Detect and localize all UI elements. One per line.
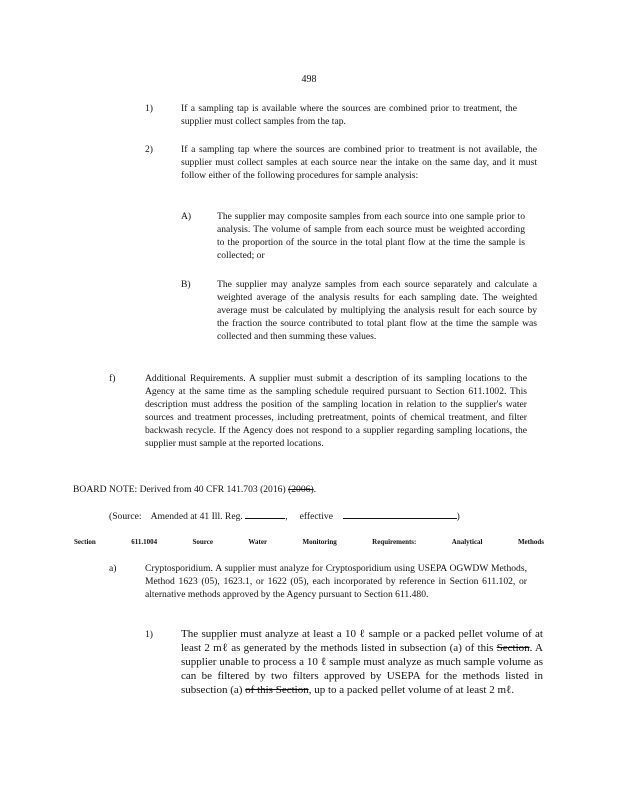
board-note-struck: (2006) [288, 484, 314, 495]
heading-word: 611.1004 [131, 538, 158, 546]
item-text [181, 627, 543, 697]
source-comma: , [285, 511, 288, 522]
struck-text: Section [496, 642, 530, 654]
source-open: (Source: [109, 511, 142, 522]
heading-word: Requirements: [372, 538, 417, 546]
board-note [73, 483, 473, 496]
item-text: Additional Requirements. A supplier must submit a description of its sampling locations to the Agency at the same time as the sampling schedule required pursuant to Section 611.1002. This description must address the position of the sampling location in relation to the supplier's water sources and treatment processes, including pretreatment, points of chemical treatment, and filter backwash recycle. If the Agency does not respond to a supplier regarding sampling locations, the supplier must sample at the reported locations. [145, 373, 527, 449]
heading-word: Analytical [451, 538, 483, 546]
item-marker: B) [181, 279, 191, 290]
heading-word: Methods [517, 538, 544, 546]
item-marker: 1) [145, 103, 153, 114]
heading-word: Source [192, 538, 213, 546]
source-close: ) [456, 511, 460, 522]
effective-blank [343, 509, 457, 519]
struck-text: of this Section [245, 684, 309, 696]
item-text: The supplier may composite samples from each source into one sample prior to analysis. The volume of sample from each source must be weighted according to the proportion of the source in the total plant flow at the time the sample is collected; or [217, 211, 525, 261]
heading-word: Water [248, 538, 268, 546]
item-marker: 1) [145, 629, 153, 640]
item-marker: f) [109, 373, 116, 384]
item-text: Cryptosporidium. A supplier must analyze for Cryptosporidium using USEPA OGWDW Methods, Method 1623 (05), 1623.1, or 1622 (05), each incorporated by reference in Section 611.102, or alternative methods approved by the Agency pursuant to Section 611.480. [145, 563, 527, 600]
text-part: The supplier must analyze at least a 10 ℓ sample or a packed pellet volume of at least 2 mℓ as generated by the methods listed in subsection (a) of this [181, 628, 543, 654]
board-note-text: BOARD NOTE: Derived from 40 CFR 141.703 (2016) [73, 484, 286, 495]
item-text: The supplier may analyze samples from each source separately and calculate a weighted average of the analysis results for each sampling date. The weighted average must be calculated by multiplying the analysis result for each source by the fraction the source contributed to total plant flow at the time the sample was collected and then summing these values. [217, 279, 537, 342]
heading-word: Monitoring [302, 538, 337, 546]
item-marker: 2) [145, 144, 153, 155]
page-number: 498 [301, 74, 317, 85]
source-amended: Amended at 41 Ill. Reg. [150, 511, 243, 522]
reg-blank [245, 509, 285, 519]
item-marker: A) [181, 211, 192, 222]
item-text: If a sampling tap is available where the sources are combined prior to treatment, the supplier must collect samples from the tap. [181, 103, 517, 127]
item-marker: a) [109, 563, 117, 574]
board-note-end: . [313, 484, 317, 495]
heading-word: Section [74, 538, 96, 546]
item-text: If a sampling tap where the sources are combined prior to treatment is not available, the supplier must collect samples at each source near the intake on the same day, and it must follow either of the following procedures for sample analysis: [181, 144, 537, 181]
text-part: , up to a packed pellet volume of at least 2 mℓ. [308, 684, 515, 696]
source-line [109, 509, 529, 523]
text-part: . A supplier unable to process a 10 ℓ sample must analyze as much sample volume as can be filtered by two filters approved by USEPA for the methods listed in subsection (a) [181, 642, 544, 696]
section-heading [74, 536, 544, 549]
source-effective: effective [299, 511, 333, 522]
